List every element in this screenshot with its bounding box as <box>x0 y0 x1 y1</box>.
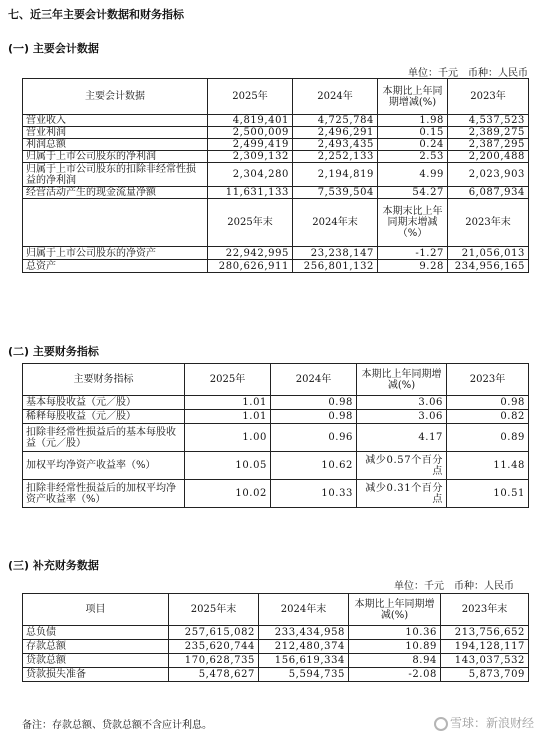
t3-h1: 2025年末 <box>169 594 259 626</box>
cell-2025: 1.01 <box>185 410 271 424</box>
cell-2023: 2,023,903 <box>448 163 529 187</box>
cell-2023: 21,056,013 <box>448 247 529 260</box>
cell-2023: 234,956,165 <box>448 260 529 273</box>
t2-table <box>22 363 529 508</box>
row-label: 加权平均净资产收益率（%） <box>23 452 185 480</box>
cell-2024: 2,496,291 <box>293 127 378 139</box>
table-row <box>23 668 529 682</box>
table-row <box>23 452 529 480</box>
t1-header-row <box>23 79 529 115</box>
cell-2024: 233,434,958 <box>259 626 349 640</box>
cell-change: 0.24 <box>378 139 448 151</box>
cell-2023: 0.98 <box>447 396 529 410</box>
row-label: 营业利润 <box>23 127 208 139</box>
t1-h0: 主要会计数据 <box>23 79 208 115</box>
cell-2025: 170,628,735 <box>169 654 259 668</box>
cell-change: 减少0.57个百分点 <box>357 452 447 480</box>
t2-heading: (二) 主要财务指标 <box>8 345 99 358</box>
cell-2023: 194,128,117 <box>441 640 529 654</box>
cell-2024: 0.96 <box>271 424 357 452</box>
cell-2025: 2,500,009 <box>208 127 293 139</box>
cell-2023: 0.82 <box>447 410 529 424</box>
t2-h3: 本期比上年同期增减(%) <box>357 364 447 396</box>
t1-h2-1: 2025年末 <box>208 199 293 247</box>
table-row <box>23 626 529 640</box>
t1-h2-2: 2024年末 <box>293 199 378 247</box>
cell-2024: 0.98 <box>271 396 357 410</box>
cell-2025: 1.01 <box>185 396 271 410</box>
table-row <box>23 654 529 668</box>
t1-h2-3: 本期末比上年同期末增减（%） <box>378 199 448 247</box>
cell-2025: 2,304,280 <box>208 163 293 187</box>
cell-2023: 5,873,709 <box>441 668 529 682</box>
cell-2023: 2,387,295 <box>448 139 529 151</box>
t1-h2: 2024年 <box>293 79 378 115</box>
table-row <box>23 139 529 151</box>
cell-2025: 4,819,401 <box>208 115 293 127</box>
footnote: 备注：存款总额、贷款总额不含应计利息。 <box>22 720 212 731</box>
cell-change: 54.27 <box>378 187 448 199</box>
cell-2023: 2,200,488 <box>448 151 529 163</box>
cell-2025: 11,631,133 <box>208 187 293 199</box>
cell-2024: 212,480,374 <box>259 640 349 654</box>
t1-h1: 2025年 <box>208 79 293 115</box>
table-row <box>23 247 529 260</box>
cell-change: 3.06 <box>357 410 447 424</box>
t1-heading: (一) 主要会计数据 <box>8 42 99 55</box>
cell-2024: 10.62 <box>271 452 357 480</box>
cell-2025: 10.02 <box>185 480 271 508</box>
t2-h1: 2025年 <box>185 364 271 396</box>
table-row <box>23 127 529 139</box>
cell-2024: 256,801,132 <box>293 260 378 273</box>
cell-change: 1.98 <box>378 115 448 127</box>
cell-change: 0.15 <box>378 127 448 139</box>
table-row <box>23 396 529 410</box>
t2-h2: 2024年 <box>271 364 357 396</box>
t1-h2-4: 2023年末 <box>448 199 529 247</box>
row-label: 稀释每股收益（元／股） <box>23 410 185 424</box>
table-row <box>23 410 529 424</box>
cell-2024: 23,238,147 <box>293 247 378 260</box>
row-label: 基本每股收益（元／股） <box>23 396 185 410</box>
t1-table <box>22 78 529 273</box>
t3-table <box>22 593 529 682</box>
cell-2025: 280,626,911 <box>208 260 293 273</box>
cell-2024: 7,539,504 <box>293 187 378 199</box>
t1-h2-0 <box>23 199 208 247</box>
cell-change: 10.89 <box>349 640 441 654</box>
section-title: 七、近三年主要会计数据和财务指标 <box>8 8 184 21</box>
watermark-text: 雪球：新浪财经 <box>449 716 534 730</box>
snowball-logo-icon <box>434 717 448 731</box>
table-row <box>23 480 529 508</box>
cell-change: -2.08 <box>349 668 441 682</box>
row-label: 利润总额 <box>23 139 208 151</box>
cell-2025: 10.05 <box>185 452 271 480</box>
cell-2023: 10.51 <box>447 480 529 508</box>
cell-change: 4.17 <box>357 424 447 452</box>
row-label: 总资产 <box>23 260 208 273</box>
row-label: 扣除非经常性损益后的加权平均净资产收益率（%） <box>23 480 185 508</box>
cell-change: 3.06 <box>357 396 447 410</box>
t2-header-row <box>23 364 529 396</box>
cell-2024: 4,725,784 <box>293 115 378 127</box>
cell-2024: 10.33 <box>271 480 357 508</box>
table-row <box>23 187 529 199</box>
cell-2023: 0.89 <box>447 424 529 452</box>
t3-h2: 2024年末 <box>259 594 349 626</box>
t1-h4: 2023年 <box>448 79 529 115</box>
t3-unit: 单位：千元 币种：人民币 <box>394 581 514 592</box>
cell-2025: 2,499,419 <box>208 139 293 151</box>
row-label: 经营活动产生的现金流量净额 <box>23 187 208 199</box>
row-label: 营业收入 <box>23 115 208 127</box>
table-row <box>23 260 529 273</box>
cell-2025: 1.00 <box>185 424 271 452</box>
row-label: 归属于上市公司股东的扣除非经常性损益的净利润 <box>23 163 208 187</box>
table-row <box>23 115 529 127</box>
cell-2023: 213,756,652 <box>441 626 529 640</box>
t1-unit: 单位：千元 币种：人民币 <box>408 68 528 79</box>
cell-2025: 2,309,132 <box>208 151 293 163</box>
t1-h3: 本期比上年同期增减(%) <box>378 79 448 115</box>
cell-2025: 235,620,744 <box>169 640 259 654</box>
cell-2025: 22,942,995 <box>208 247 293 260</box>
cell-change: 2.53 <box>378 151 448 163</box>
cell-2025: 257,615,082 <box>169 626 259 640</box>
cell-2023: 2,389,275 <box>448 127 529 139</box>
cell-2024: 2,252,133 <box>293 151 378 163</box>
t3-h3: 本期比上年同期增减(%) <box>349 594 441 626</box>
row-label: 存款总额 <box>23 640 169 654</box>
cell-2023: 143,037,532 <box>441 654 529 668</box>
cell-2024: 2,493,435 <box>293 139 378 151</box>
cell-2023: 11.48 <box>447 452 529 480</box>
table-row <box>23 163 529 187</box>
row-label: 归属于上市公司股东的净资产 <box>23 247 208 260</box>
table-row <box>23 151 529 163</box>
cell-2023: 6,087,934 <box>448 187 529 199</box>
table-row <box>23 424 529 452</box>
cell-2024: 5,594,735 <box>259 668 349 682</box>
row-label: 归属于上市公司股东的净利润 <box>23 151 208 163</box>
cell-change: 4.99 <box>378 163 448 187</box>
cell-2024: 2,194,819 <box>293 163 378 187</box>
cell-change: 9.28 <box>378 260 448 273</box>
row-label: 贷款损失准备 <box>23 668 169 682</box>
cell-change: 8.94 <box>349 654 441 668</box>
t2-h4: 2023年 <box>447 364 529 396</box>
watermark <box>434 714 534 731</box>
table-row <box>23 640 529 654</box>
cell-2024: 156,619,334 <box>259 654 349 668</box>
row-label: 贷款总额 <box>23 654 169 668</box>
cell-2023: 4,537,523 <box>448 115 529 127</box>
t2-h0: 主要财务指标 <box>23 364 185 396</box>
row-label: 扣除非经常性损益后的基本每股收益（元／股） <box>23 424 185 452</box>
cell-change: 减少0.31个百分点 <box>357 480 447 508</box>
cell-2024: 0.98 <box>271 410 357 424</box>
t3-h4: 2023年末 <box>441 594 529 626</box>
t1-header2-row <box>23 199 529 247</box>
t3-header-row <box>23 594 529 626</box>
cell-change: -1.27 <box>378 247 448 260</box>
cell-2025: 5,478,627 <box>169 668 259 682</box>
t3-h0: 项目 <box>23 594 169 626</box>
row-label: 总负债 <box>23 626 169 640</box>
t3-heading: (三) 补充财务数据 <box>8 559 99 572</box>
cell-change: 10.36 <box>349 626 441 640</box>
